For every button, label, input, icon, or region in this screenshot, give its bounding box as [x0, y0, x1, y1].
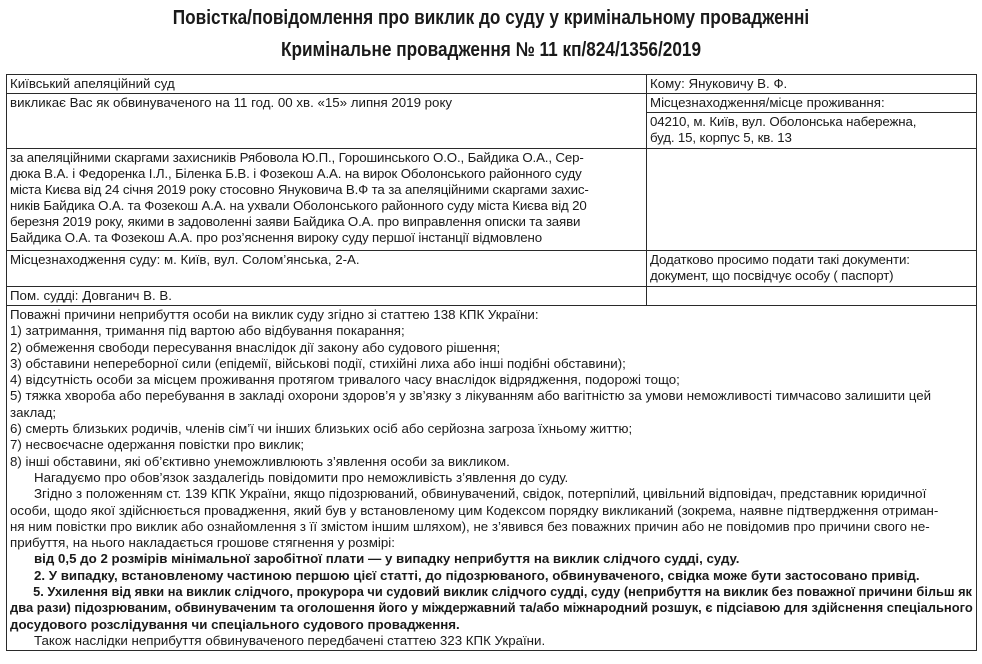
empty-cell: [647, 287, 977, 306]
case-description-line: березня 2019 року, якими в задоволенні заяви Байдика О.А. про виправлення описки та заяви: [10, 214, 581, 229]
point-5-evasion: два рази) підозрюваним, обвинуваченим та оголошення його у міждержавний та/або міжнародний розшук, є підсіавою для здійснення спеціального: [10, 600, 973, 616]
recipient-name: Кому: Януковичу В. Ф.: [650, 76, 788, 91]
court-name: Київський апеляційний суд: [10, 76, 175, 91]
reason-item: 8) інші обставини, які об’єктивно унеможливлюють з’явлення особи за викликом.: [10, 453, 510, 469]
article-139-text: ня ним повістки про виклик або ознайомлення з її змістом іншим шляхом), не з’явився без поважних причин або не повідомив про причини свого не-: [10, 518, 930, 534]
document-title: Повістка/повідомлення про виклик до суду у кримінальному провадженні: [172, 7, 810, 29]
empty-cell: [647, 149, 977, 251]
assistant-judge: Пом. судді: Довганич В. В.: [10, 288, 172, 303]
documents-request: Додатково просимо подати такі документи:: [650, 252, 910, 267]
assistant-cell: [7, 287, 647, 306]
residence-label-cell: [647, 94, 977, 113]
reason-item: 7) несвоєчасне одержання повістки про виклик;: [10, 437, 305, 453]
article-139-text: Згідно з положенням ст. 139 КПК України, якщо підозрюваний, обвинувачений, свідок, потерпілий, цивільний відповідач, представник юридичної: [34, 486, 927, 502]
summons-time-text: викликає Вас як обвинуваченого на 11 год. 00 хв. «15» липня 2019 року: [10, 95, 453, 110]
residence-label: Місцезнаходження/місце проживання:: [650, 95, 885, 110]
summons-time-cell: [7, 94, 647, 149]
notice-reminder: Нагадуємо про обов’язок заздалегідь повідомити про неможливість з’явлення до суду.: [34, 469, 569, 485]
recipient-cell: [647, 75, 977, 94]
case-description-line: дюка В.А. і Федоренка І.Л., Біленка Б.В. і Фозекош А.А. на вирок Оболонського районного суду: [10, 166, 582, 181]
residence-address-line-2: буд. 15, корпус 5, кв. 13: [650, 130, 792, 145]
reason-item: заклад;: [10, 404, 57, 420]
reason-item: 3) обставини непереборної сили (епідемії, військові події, стихійні лиха або інші подібні обставини);: [10, 355, 626, 371]
point-2-compulsory-appearance: 2. У випадку, встановленому частиною першою цієї статті, до підозрюваного, обвинуваченого, свідка може бути застосовано привід.: [34, 567, 920, 583]
court-name-cell: [7, 75, 647, 94]
case-description-line: за апеляційними скаргами захисників Рябовола Ю.П., Горошинського О.О., Байдика О.А., Сер-: [10, 150, 584, 165]
case-description-line: Байдика О.А. та Фозекош А.А. про роз’яснення вироку суду першої інстанції відмовлено: [10, 230, 542, 245]
point-5-evasion: 5. Ухилення від явки на виклик слідчого, прокурора чи судовий виклик слідчого судді, суду (неприбуття на виклик без поважної причини більш як: [33, 584, 972, 600]
documents-list: документ, що посвідчує особу ( паспорт): [650, 268, 894, 283]
article-139-text: особи, щодо якої здійснюється провадження, який був у встановленому цим Кодексом порядку викликаний (зокрема, наявне підтвердження отриман-: [10, 502, 939, 518]
legal-notice-cell: [7, 306, 977, 651]
reason-item: 6) смерть близьких родичів, членів сім’ї чи інших близьких осіб або серйозна загроза їхньому життю;: [10, 421, 633, 437]
reason-item: 1) затримання, тримання під вартою або відбування покарання;: [10, 323, 405, 339]
case-number-title: Кримінальне провадження № 11 кп/824/1356/2019: [280, 39, 702, 61]
point-5-evasion: досудового розслідування чи спеціального судового провадження.: [10, 616, 460, 632]
article-323-note: Також наслідки неприбуття обвинуваченого передбачені статтею 323 КПК України.: [34, 632, 546, 648]
residence-address-line-1: 04210, м. Київ, вул. Оболонська набережна,: [650, 114, 917, 129]
fine-amount: від 0,5 до 2 розмірів мінімальної заробітної плати — у випадку неприбуття на виклик слідчого судді, суду.: [34, 551, 740, 567]
article-139-text: прибуття, на нього накладається грошове стягнення у розмірі:: [10, 535, 395, 551]
reason-item: 4) відсутність особи за місцем проживання протягом тривалого часу внаслідок відрядження, подорожі тощо;: [10, 372, 680, 388]
case-description-line: ників Байдика О.А. та Фозекош А.А. на ухвали Оболонського районного суду міста Києва від 20: [10, 198, 587, 213]
residence-address-cell: [647, 113, 977, 149]
summons-form-table: [6, 74, 977, 651]
case-description-cell: [7, 149, 647, 251]
case-description-line: міста Києва від 24 січня 2019 року стосовно Януковича В.Ф та за апеляційними скаргами захис-: [10, 182, 589, 197]
court-location: Місцезнаходження суду: м. Київ, вул. Солом’янська, 2-А.: [10, 252, 360, 267]
reasons-heading: Поважні причини неприбуття особи на виклик суду згідно зі статтею 138 КПК України:: [10, 307, 539, 322]
documents-cell: [647, 251, 977, 287]
reason-item: 2) обмеження свободи пересування внаслідок дії закону або судового рішення;: [10, 339, 501, 355]
court-location-cell: [7, 251, 647, 287]
reason-item: 5) тяжка хвороба або перебування в закладі охорони здоров’я у зв’язку з лікуванням або вагітністю за умови неможливості тимчасово залишити цей: [10, 388, 932, 404]
